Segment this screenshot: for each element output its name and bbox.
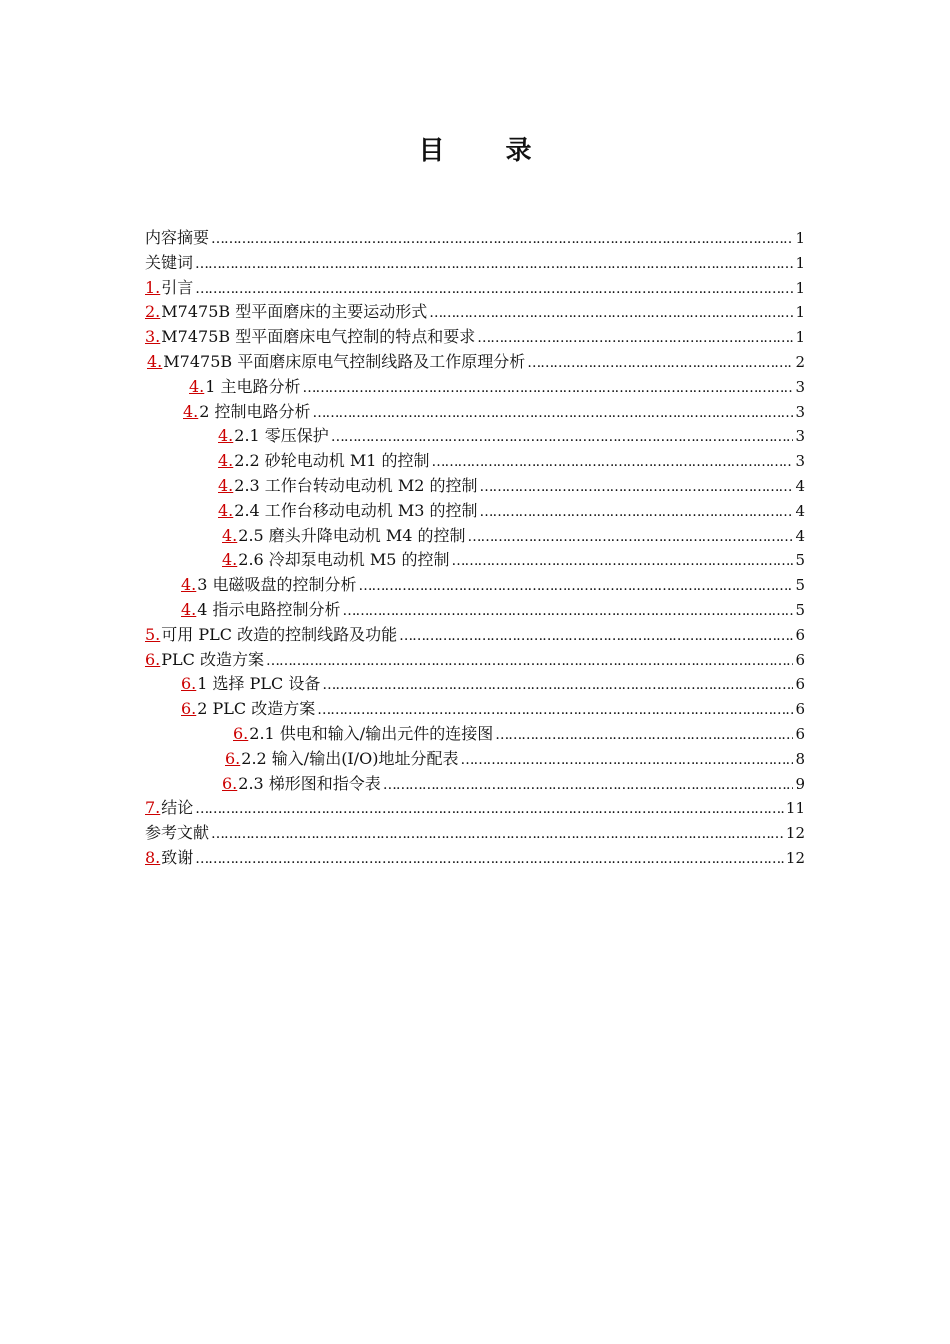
toc-entry-number[interactable]: 6. — [145, 649, 161, 669]
dot-leader — [359, 574, 794, 599]
dot-leader — [480, 500, 794, 525]
dot-leader — [317, 698, 793, 723]
toc-entry-label: 2.2 输入/输出(I/O)地址分配表 — [241, 748, 459, 768]
toc-entry-number[interactable]: 2. — [145, 302, 161, 322]
dot-leader — [461, 748, 794, 773]
toc-entry-label: M7475B 型平面磨床电气控制的特点和要求 — [161, 327, 476, 347]
dot-leader — [468, 525, 794, 550]
toc-entry-label: 2 PLC 改造方案 — [197, 699, 316, 719]
toc-entry-label: 2.2 砂轮电动机 M1 的控制 — [234, 451, 430, 471]
toc-entry-page: 2 — [795, 352, 805, 371]
toc-entry-number[interactable]: 6. — [225, 748, 241, 768]
toc-entry[interactable] — [145, 846, 805, 871]
dot-leader — [211, 227, 793, 252]
toc-entry-page: 5 — [795, 576, 805, 595]
toc-entry-number[interactable]: 4. — [218, 426, 234, 446]
toc-entry-number[interactable]: 4. — [181, 575, 197, 595]
toc-entry[interactable] — [145, 598, 805, 623]
toc-entry[interactable] — [145, 350, 805, 375]
toc-entry-page: 4 — [795, 476, 805, 495]
toc-entry-number[interactable]: 3. — [145, 327, 161, 347]
toc-entry-label: 可用 PLC 改造的控制线路及功能 — [161, 624, 398, 644]
toc-entry[interactable] — [145, 499, 805, 524]
toc-entry-page: 5 — [795, 551, 805, 570]
dot-leader — [527, 351, 793, 376]
toc-title: 目 录 — [418, 136, 558, 166]
toc-entry-page: 3 — [795, 377, 805, 396]
toc-entry[interactable] — [145, 623, 805, 648]
toc-entry[interactable] — [145, 722, 805, 747]
toc-entry-number[interactable]: 7. — [145, 798, 161, 818]
toc-entry-page: 1 — [795, 229, 805, 247]
dot-leader — [313, 401, 794, 426]
table-of-contents — [145, 226, 805, 871]
toc-entry-label: 2.3 梯形图和指令表 — [238, 773, 381, 793]
toc-entry-number[interactable]: 4. — [181, 599, 197, 619]
toc-entry-label: 内容摘要 — [145, 228, 210, 247]
dot-leader — [195, 252, 793, 277]
dot-leader — [495, 723, 793, 748]
toc-entry[interactable] — [145, 747, 805, 772]
toc-entry-number[interactable]: 4. — [147, 351, 163, 371]
toc-entry[interactable] — [145, 524, 805, 549]
dot-leader — [452, 549, 794, 574]
toc-entry[interactable] — [145, 449, 805, 474]
toc-entry-page: 6 — [795, 625, 805, 644]
dot-leader — [432, 450, 794, 475]
toc-entry-page: 12 — [785, 824, 805, 843]
toc-entry-number[interactable]: 4. — [189, 376, 205, 396]
toc-entry[interactable] — [145, 796, 805, 821]
toc-entry-label: 关键词 — [145, 252, 194, 272]
toc-entry[interactable] — [145, 772, 805, 797]
dot-leader — [477, 326, 793, 351]
toc-entry[interactable] — [145, 474, 805, 499]
toc-entry-label: 2.4 工作台移动电动机 M3 的控制 — [234, 500, 478, 520]
toc-entry-number[interactable]: 5. — [145, 624, 161, 644]
toc-entry-page: 9 — [795, 774, 805, 793]
toc-entry-label: 2 控制电路分析 — [199, 401, 311, 421]
dot-leader — [343, 599, 794, 624]
toc-entry-number[interactable]: 4. — [218, 500, 234, 520]
toc-entry-label: 1 选择 PLC 设备 — [197, 674, 321, 694]
toc-entry-number[interactable]: 1. — [145, 277, 161, 297]
toc-entry-label: PLC 改造方案 — [161, 649, 264, 669]
toc-entry-page: 4 — [795, 526, 805, 545]
toc-entry-page: 1 — [795, 253, 805, 272]
toc-entry[interactable] — [145, 276, 805, 301]
toc-entry-page: 1 — [795, 278, 805, 297]
toc-entry-number[interactable]: 6. — [181, 674, 197, 694]
toc-entry[interactable] — [145, 548, 805, 573]
toc-entry-page: 3 — [795, 402, 805, 421]
toc-entry-page: 3 — [795, 452, 805, 471]
toc-entry-page: 8 — [795, 749, 805, 768]
toc-entry-label: 引言 — [161, 277, 194, 297]
toc-entry-label: M7475B 型平面磨床的主要运动形式 — [161, 302, 428, 322]
toc-entry-page: 4 — [795, 501, 805, 520]
toc-entry-label: 结论 — [161, 798, 194, 818]
toc-entry-number[interactable]: 4. — [218, 451, 234, 471]
toc-entry-label: 3 电磁吸盘的控制分析 — [197, 575, 357, 595]
dot-leader — [211, 822, 784, 847]
dot-leader — [322, 673, 793, 698]
toc-entry[interactable] — [145, 400, 805, 425]
toc-entry[interactable] — [145, 251, 805, 276]
dot-leader — [195, 847, 784, 872]
toc-entry-label: 1 主电路分析 — [205, 376, 301, 396]
toc-entry-page: 6 — [795, 650, 805, 669]
toc-entry-number[interactable]: 4. — [222, 525, 238, 545]
toc-entry-page: 11 — [785, 799, 805, 818]
toc-entry-number[interactable]: 6. — [222, 773, 238, 793]
toc-entry-page: 1 — [795, 303, 805, 322]
dot-leader — [303, 376, 794, 401]
toc-entry-number[interactable]: 4. — [222, 550, 238, 570]
toc-entry-page: 3 — [795, 427, 805, 446]
toc-entry[interactable] — [145, 573, 805, 598]
toc-entry-label: 2.3 工作台转动电动机 M2 的控制 — [234, 475, 478, 495]
toc-entry-label: 2.1 供电和输入/输出元件的连接图 — [249, 723, 494, 743]
toc-entry-page: 6 — [795, 724, 805, 743]
toc-entry-label: M7475B 平面磨床原电气控制线路及工作原理分析 — [163, 351, 526, 371]
toc-entry-number[interactable]: 6. — [233, 723, 249, 743]
toc-entry[interactable] — [145, 821, 805, 846]
toc-entry-label: 2.1 零压保护 — [234, 426, 329, 446]
dot-leader — [331, 425, 794, 450]
toc-entry-number[interactable]: 8. — [145, 847, 161, 867]
dot-leader — [429, 301, 793, 326]
dot-leader — [195, 797, 784, 822]
toc-entry[interactable] — [145, 424, 805, 449]
dot-leader — [195, 277, 793, 302]
toc-entry[interactable] — [145, 325, 805, 350]
toc-entry[interactable] — [145, 226, 805, 251]
toc-entry-page: 6 — [795, 675, 805, 694]
toc-entry-page: 5 — [795, 600, 805, 619]
dot-leader — [480, 475, 794, 500]
dot-leader — [399, 624, 793, 649]
toc-entry-label: 参考文献 — [145, 823, 210, 843]
toc-entry-page: 12 — [785, 848, 805, 867]
toc-entry-page: 1 — [795, 328, 805, 347]
toc-entry[interactable] — [145, 672, 805, 697]
toc-entry-label: 4 指示电路控制分析 — [197, 599, 341, 619]
dot-leader — [266, 649, 793, 674]
toc-entry[interactable] — [145, 648, 805, 673]
toc-entry[interactable] — [145, 375, 805, 400]
toc-entry-label: 致谢 — [161, 847, 194, 867]
toc-entry-label: 2.6 冷却泵电动机 M5 的控制 — [238, 550, 450, 570]
toc-entry-label: 2.5 磨头升降电动机 M4 的控制 — [238, 525, 466, 545]
toc-entry-page: 6 — [795, 700, 805, 719]
toc-entry[interactable] — [145, 697, 805, 722]
dot-leader — [383, 773, 794, 798]
toc-entry[interactable] — [145, 300, 805, 325]
toc-entry-number[interactable]: 4. — [183, 401, 199, 421]
toc-entry-number[interactable]: 4. — [218, 475, 234, 495]
toc-entry-number[interactable]: 6. — [181, 699, 197, 719]
